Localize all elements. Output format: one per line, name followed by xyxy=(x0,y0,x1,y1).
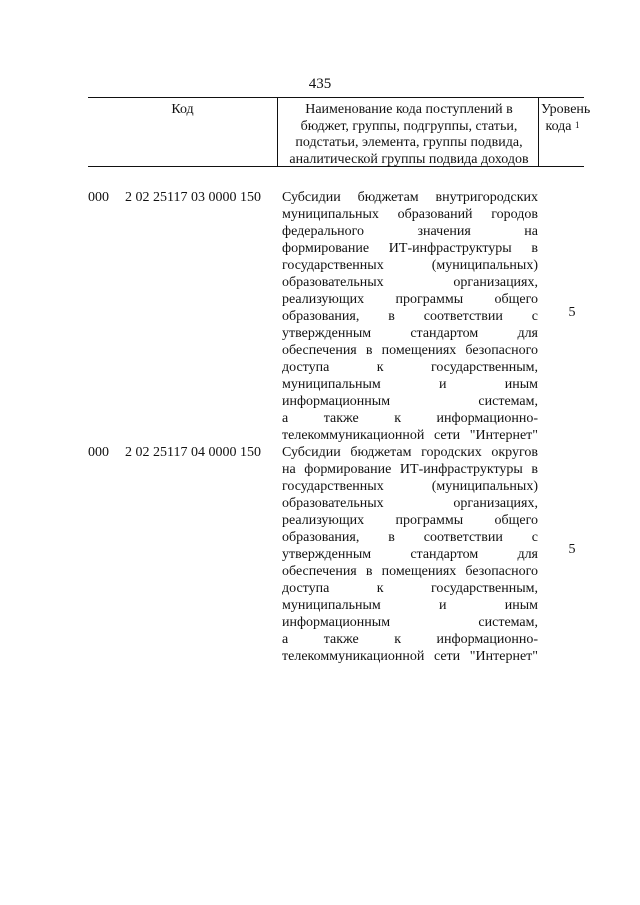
description-line: муниципальных образований городов xyxy=(282,207,538,222)
description-line: Субсидии бюджетам внутригородских xyxy=(282,190,538,205)
description-line: государственных (муниципальных) xyxy=(282,258,538,273)
description-line: муниципальным и иным xyxy=(282,377,538,392)
description-line: на формирование ИТ-инфраструктуры в xyxy=(282,462,538,477)
header-level-line2 xyxy=(541,119,584,136)
table-header xyxy=(88,97,591,167)
description-line: федерального значения на xyxy=(282,224,538,239)
admin-code: 000 xyxy=(88,445,109,460)
description-line: утвержденным стандартом для xyxy=(282,326,538,341)
description-line: образовательных организациях, xyxy=(282,496,538,511)
description-line: информационным системам, xyxy=(282,394,538,409)
header-level-text: кода xyxy=(545,118,572,134)
description-line: доступа к государственным, xyxy=(282,360,538,375)
description-line: муниципальным и иным xyxy=(282,598,538,613)
description-line: а также к информационно- xyxy=(282,411,538,426)
header-divider-2 xyxy=(538,98,539,166)
page-number: 435 xyxy=(308,76,332,92)
description-line: информационным системам, xyxy=(282,615,538,630)
header-name-line: Наименование кода поступлений в xyxy=(305,102,513,117)
description-line: Субсидии бюджетам городских округов xyxy=(282,445,538,460)
description-line: доступа к государственным, xyxy=(282,581,538,596)
admin-code: 000 xyxy=(88,190,109,205)
header-divider-1 xyxy=(277,98,278,166)
header-level xyxy=(541,102,591,135)
description-line: образования, в соответствии с xyxy=(282,530,538,545)
description-line: утвержденным стандартом для xyxy=(282,547,538,562)
description-line: телекоммуникационной сети "Интернет" xyxy=(282,649,538,664)
description-line: формирование ИТ-инфраструктуры в xyxy=(282,241,538,256)
description-line: реализующих программы общего xyxy=(282,292,538,307)
code-level: 5 xyxy=(568,305,576,320)
header-name xyxy=(280,102,538,168)
footnote-marker: 1 xyxy=(575,119,580,130)
code-level: 5 xyxy=(568,542,576,557)
header-code: Код xyxy=(171,102,194,117)
revenue-code: 2 02 25117 04 0000 150 xyxy=(125,445,261,460)
header-name-line: аналитической группы подвида доходов xyxy=(289,151,529,167)
header-name-line: подстатьи, элемента, группы подвида, xyxy=(295,135,523,150)
header-level-line1: Уровень xyxy=(541,102,591,117)
description-line: обеспечения в помещениях безопасного xyxy=(282,564,538,579)
description-line: государственных (муниципальных) xyxy=(282,479,538,494)
revenue-description xyxy=(282,189,538,444)
description-line: образования, в соответствии с xyxy=(282,309,538,324)
description-line: обеспечения в помещениях безопасного xyxy=(282,343,538,358)
description-line: телекоммуникационной сети "Интернет" xyxy=(282,428,538,443)
revenue-code: 2 02 25117 03 0000 150 xyxy=(125,190,261,205)
description-line: реализующих программы общего xyxy=(282,513,538,528)
header-name-line: бюджет, группы, подгруппы, статьи, xyxy=(300,118,518,134)
description-line: а также к информационно- xyxy=(282,632,538,647)
description-line: образовательных организациях, xyxy=(282,275,538,290)
revenue-description xyxy=(282,444,538,665)
